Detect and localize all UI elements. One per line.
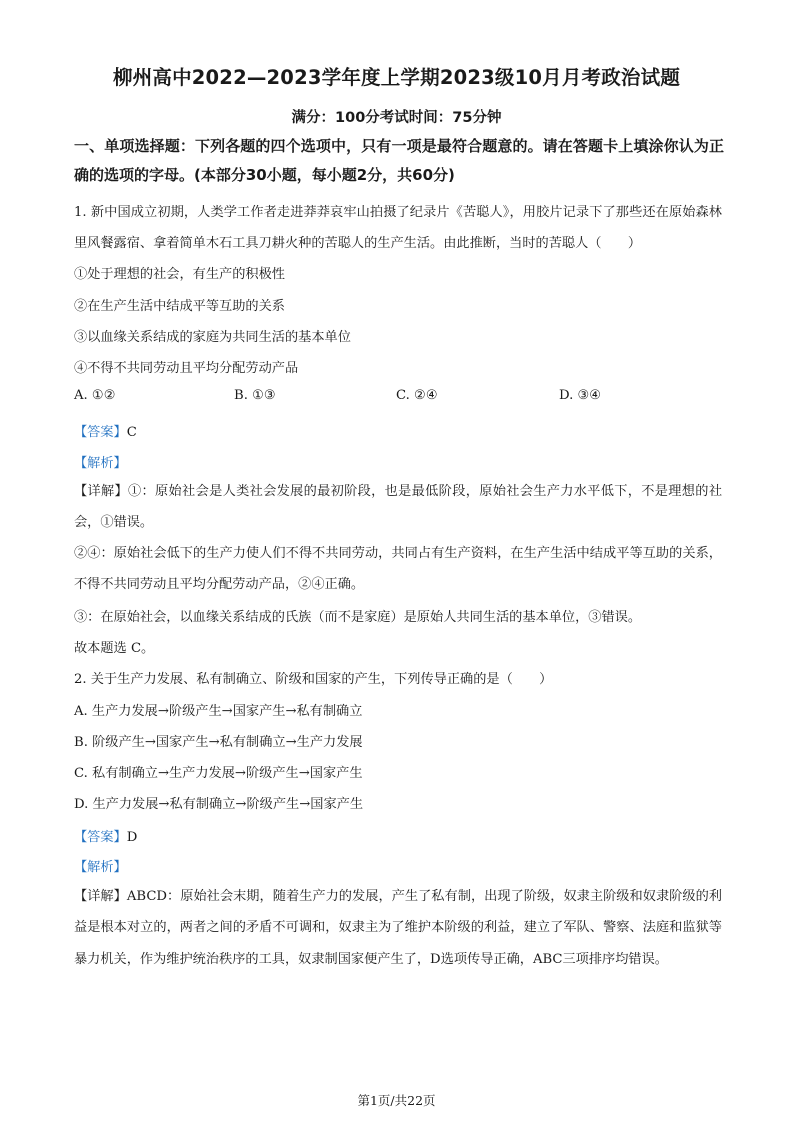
page-footer: 第1页/共22页	[357, 1093, 436, 1108]
q2-option-a: A. 生产力发展→阶级产生→国家产生→私有制确立	[74, 704, 363, 719]
q2-answer	[74, 826, 137, 845]
question-1-stem: 1. 新中国成立初期，人类学工作者走进莽莽哀牢山拍摄了纪录片《苦聪人》，用胶片记录下了那些还在原始森林里风餐露宿、拿着简单木石工具刀耕火种的苦聪人的生产生活。由此推断，当时的苦聪人（ ）	[74, 205, 722, 252]
q2-analysis-label	[74, 856, 127, 875]
q1-detail-3: ③：在原始社会，以血缘关系结成的氏族（而不是家庭）是原始人共同生活的基本单位，③错误。	[74, 610, 642, 625]
q2-option-b: B. 阶级产生→国家产生→私有制确立→生产力发展	[74, 735, 363, 750]
detail-tag: 【详解】	[74, 889, 127, 904]
answer-tag: 【答案】	[74, 425, 127, 440]
q1-conclusion: 故本题选 C。	[74, 641, 155, 656]
q1-detail-2: ②④：原始社会低下的生产力使人们不得不共同劳动，共同占有生产资料，在生产生活中结成平等互助的关系，不得不共同劳动且平均分配劳动产品，②④正确。	[74, 546, 722, 593]
q1-statement-1: ①处于理想的社会，有生产的积极性	[74, 267, 285, 282]
q1-statement-3: ③以血缘关系结成的家庭为共同生活的基本单位	[74, 330, 351, 345]
analysis-tag: 【解析】	[74, 456, 127, 471]
q2-detail	[74, 881, 722, 975]
q1-option-d: D. ③④	[559, 388, 602, 403]
q2-option-d: D. 生产力发展→私有制确立→阶级产生→国家产生	[74, 797, 364, 812]
q1-option-a: A. ①②	[74, 388, 116, 403]
q1-detail-1	[74, 476, 722, 539]
q1-option-c: C. ②④	[396, 388, 438, 403]
q1-option-b: B. ①③	[234, 388, 276, 403]
exam-title: 柳州高中2022—2023学年度上学期2023级10月月考政治试题	[112, 66, 681, 89]
section-heading: 一、单项选择题：下列各题的四个选项中，只有一项是最符合题意的。请在答题卡上填涂你认为正确的选项的字母。(本部分30小题，每小题2分，共60分)	[74, 137, 724, 184]
q1-statement-4: ④不得不共同劳动且平均分配劳动产品	[74, 361, 299, 376]
q1-answer	[74, 421, 137, 440]
answer-tag: 【答案】	[74, 830, 127, 845]
detail-text: ①：原始社会是人类社会发展的最初阶段，也是最低阶段，原始社会生产力水平低下，不是理想的社会，①错误。	[74, 484, 723, 531]
q2-option-c: C. 私有制确立→生产力发展→阶级产生→国家产生	[74, 766, 363, 781]
detail-tag: 【详解】	[74, 484, 129, 499]
detail-text: ABCD：原始社会末期，随着生产力的发展，产生了私有制，出现了阶级，奴隶主阶级和奴隶阶级的利益是根本对立的，两者之间的矛盾不可调和，奴隶主为了维护本阶级的利益，建立了军队、警察、法庭和监狱等暴力机关，作为维护统治秩序的工具，奴隶制国家便产生了，D选项传导正确，ABC三项排序均错误。	[74, 889, 722, 967]
answer-value: D	[126, 830, 138, 845]
question-2-stem: 2. 关于生产力发展、私有制确立、阶级和国家的产生，下列传导正确的是（ ）	[74, 672, 553, 687]
q1-analysis-label	[74, 452, 127, 471]
answer-value: C	[126, 425, 137, 440]
q1-statement-2: ②在生产生活中结成平等互助的关系	[74, 299, 285, 314]
analysis-tag: 【解析】	[74, 860, 127, 875]
exam-subtitle: 满分：100分考试时间：75分钟	[291, 110, 502, 126]
